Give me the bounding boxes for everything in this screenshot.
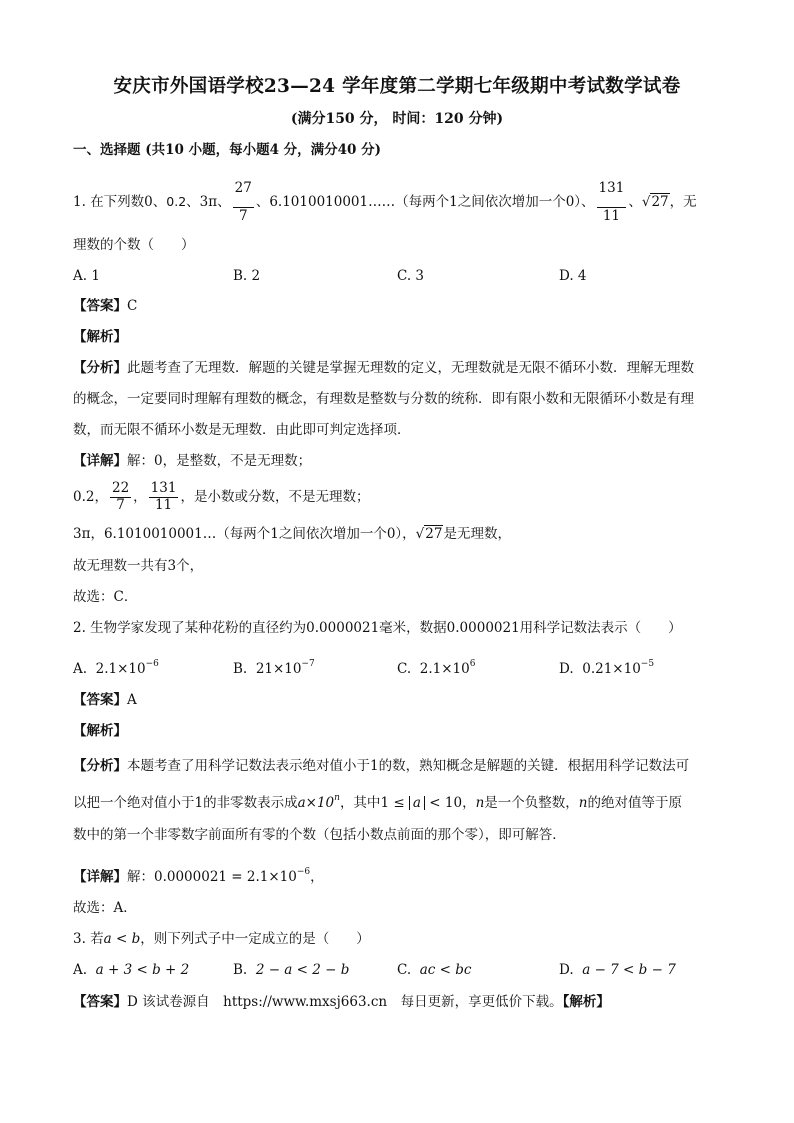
- q1-detail-l4: 故无理数一共有3个，: [73, 558, 204, 574]
- q1-fenxi-text1: 此题考查了无理数．解题的关键是掌握无理数的定义，无理数就是无限不循环小数．理解无理数: [127, 360, 694, 376]
- q1-number: 1.: [73, 194, 86, 211]
- q1-option-c[interactable]: C. 3: [397, 268, 425, 284]
- q1-fenxi-l1: [73, 358, 694, 378]
- q1-frac2-den: 11: [602, 207, 621, 224]
- q1-fraction-27-7: [233, 181, 254, 224]
- q3-opt-a-label: A.: [73, 962, 88, 978]
- q1-option-d[interactable]: D. 4: [559, 268, 587, 284]
- q1-fenxi-l2: 的概念，一定要同时理解有理数的概念，有理数是整数与分数的统称．即有限小数和无限循环小数是有理: [73, 391, 694, 407]
- q1-stem-end: ，无: [669, 194, 697, 211]
- q1-option-a[interactable]: A. 1: [73, 268, 100, 284]
- q2-detail-end: ，: [310, 869, 324, 885]
- q1-detail-end2: ，是小数或分数，不是无理数；: [180, 489, 370, 505]
- q1-sep-c: 、: [255, 194, 270, 211]
- fenxi-label: 【分析】: [73, 360, 127, 376]
- q2-answer: [73, 690, 137, 710]
- q3-stem-a: 3. 若: [73, 931, 104, 947]
- q2-fenxi-l2-e: 的绝对值等于原: [587, 795, 682, 811]
- answer-label: 【答案】: [73, 994, 127, 1010]
- fenxi-label: 【分析】: [73, 758, 127, 774]
- q2-choose-value: A．: [113, 900, 137, 916]
- q1-d-frac2-den: 11: [154, 497, 173, 513]
- q2-opt-d-label: D.: [559, 661, 574, 677]
- detail-label: 【详解】: [73, 869, 127, 885]
- q2-fenxi-l2-d: 是一个负整数，: [484, 795, 579, 811]
- q1-answer-value: C: [127, 298, 138, 314]
- q3-stem-b: ，则下列式子中一定成立的是（ ）: [140, 931, 370, 947]
- q3-option-b[interactable]: [233, 960, 349, 980]
- q1-answer: [73, 296, 137, 316]
- q1-detail-l1: [73, 451, 311, 471]
- q2-fenxi-l2-c: ，: [462, 795, 476, 811]
- q1-stem-start: 在下列数0、: [90, 194, 167, 211]
- q1-num-0.2: 0.2: [166, 194, 187, 210]
- q3-answer-value: D: [127, 994, 138, 1010]
- detail-label: 【详解】: [73, 453, 127, 469]
- q1-detail-comma: ，: [133, 489, 147, 505]
- q2-stem: 2. 生物学家发现了某种花粉的直径约为0.0000021毫米，数据0.0000021用科学记数法表示（ ）: [73, 620, 682, 636]
- q2-ineq-right: < 10: [424, 795, 463, 811]
- q1-frac1-num: 27: [233, 181, 254, 208]
- q2-opt-a-base: 2.1×10: [95, 661, 146, 677]
- q2-opt-a-exp: −6: [145, 659, 159, 669]
- exam-title: 安庆市外国语学校23—24 学年度第二学期七年级期中考试数学试卷: [113, 76, 681, 97]
- q2-analysis-label: 【解析】: [73, 723, 127, 739]
- q2-form-exp: n: [334, 793, 340, 803]
- q1-detail-sqrt: √27: [415, 526, 443, 542]
- q3-option-a[interactable]: [73, 960, 189, 980]
- q2-opt-b-label: B.: [233, 661, 248, 677]
- q1-detail-radicand: 27: [425, 526, 443, 542]
- q2-n2: n: [578, 795, 588, 811]
- q2-abs-a: a: [409, 796, 425, 810]
- section-heading: 一、选择题 (共10 小题，每小题4 分，满分40 分): [73, 142, 382, 158]
- q3-analysis-label: 【解析】: [562, 994, 610, 1010]
- choose-label: 故选：: [73, 589, 114, 605]
- q1-analysis-label: 【解析】: [73, 329, 127, 345]
- q2-opt-d-base: 0.21×10: [582, 661, 641, 677]
- q1-sep: 、: [186, 194, 200, 211]
- q1-choose-value: C．: [113, 589, 138, 605]
- q1-d-frac1-den: 7: [116, 497, 125, 513]
- answer-label: 【答案】: [73, 692, 127, 708]
- q3-opt-b-label: B.: [233, 962, 248, 978]
- q2-opt-c-base: 2.1×10: [419, 661, 470, 677]
- q1-detail-l3: [73, 524, 511, 544]
- q2-detail-text: 解：0.0000021 = 2.1×10: [127, 869, 297, 885]
- q2-fenxi-l1: [73, 756, 689, 776]
- q2-fenxi-l2: [73, 788, 682, 813]
- q3-option-d[interactable]: [559, 960, 676, 980]
- q3-opt-d-expr: a − 7 < b − 7: [582, 962, 676, 978]
- q1-decimal: 6.1010010001……: [269, 194, 396, 211]
- q1-choose: [73, 587, 137, 607]
- q2-opt-c-exp: 6: [469, 659, 476, 669]
- q1-detail-frac-131-11: [149, 481, 179, 513]
- q3-opt-c-label: C.: [397, 962, 412, 978]
- source-footer: 该试卷源自 https://www.mxsj663.cn 每日更新，享更低价下载。: [142, 994, 563, 1010]
- q2-detail-exp: −6: [296, 867, 311, 877]
- q1-option-b[interactable]: B. 2: [233, 268, 261, 284]
- q1-frac2-num: 131: [597, 181, 627, 208]
- q1-d-frac1-num: 22: [111, 480, 130, 497]
- exam-subtitle: (满分150 分， 时间：120 分钟): [290, 111, 504, 127]
- q1-stem-line2: 理数的个数（ ）: [73, 237, 195, 253]
- q2-option-b[interactable]: [233, 654, 315, 679]
- q2-detail: [73, 862, 324, 887]
- q2-fenxi-text1: 本题考查了用科学记数法表示绝对值小于1的数，熟知概念是解题的关键．根据用科学记数法可: [127, 758, 690, 774]
- q3-answer-footer: [73, 992, 610, 1012]
- q2-choose: [73, 898, 137, 918]
- q3-opt-d-label: D.: [559, 962, 574, 978]
- choose-label: 故选：: [73, 900, 114, 916]
- q1-detail-0.2: 0.2，: [73, 489, 108, 505]
- q1-d-frac2-num: 131: [150, 480, 177, 497]
- q1-stem: [73, 181, 697, 224]
- q1-sqrt-radicand: 27: [651, 194, 669, 211]
- q1-fraction-131-11: [597, 181, 627, 224]
- q1-sep-b: 、: [217, 194, 231, 211]
- q1-sep-d: 、: [628, 194, 642, 211]
- q2-answer-value: A: [127, 692, 137, 708]
- q3-option-c[interactable]: [397, 960, 471, 980]
- q2-option-a[interactable]: [73, 654, 159, 679]
- q2-opt-c-label: C.: [397, 661, 412, 677]
- q1-detail-text3: 3π，6.1010010001…（每两个1之间依次增加一个0），: [73, 526, 416, 542]
- q2-fenxi-l2-a: 以把一个绝对值小于1的非零数表示成: [73, 795, 298, 811]
- q1-detail-end3: 是无理数，: [443, 526, 511, 542]
- q2-form-base: a×10: [297, 795, 335, 811]
- q2-fenxi-l3: 数中的第一个非零数字前面所有零的个数（包括小数点前面的那个零），即可解答．: [73, 827, 566, 843]
- q1-detail-text1: 解：0，是整数，不是无理数；: [127, 453, 312, 469]
- q1-fenxi-l3: 数，而无限不循环小数是无理数．由此即可判定选择项．: [73, 422, 411, 438]
- q2-n: n: [475, 795, 485, 811]
- q1-frac1-den: 7: [238, 207, 248, 224]
- answer-label: 【答案】: [73, 298, 127, 314]
- q3-stem-expr: a < b: [103, 931, 141, 947]
- q2-option-c[interactable]: [397, 654, 475, 679]
- q3-opt-a-expr: a + 3 < b + 2: [95, 962, 190, 978]
- q2-opt-b-exp: −7: [301, 659, 315, 669]
- q2-fenxi-l2-b: ，其中: [339, 795, 381, 811]
- q3-opt-b-expr: 2 − a < 2 − b: [255, 962, 350, 978]
- q2-ineq-left: 1 ≤: [380, 795, 409, 811]
- q1-sqrt-27: √27: [641, 194, 669, 211]
- q2-option-d[interactable]: [559, 654, 654, 679]
- q2-opt-a-label: A.: [73, 661, 88, 677]
- q2-opt-d-exp: −5: [640, 659, 655, 669]
- q3-opt-c-expr: ac < bc: [419, 962, 472, 978]
- q1-detail-frac-22-7: [110, 481, 131, 513]
- q2-opt-b-base: 21×10: [255, 661, 302, 677]
- q3-stem: [73, 929, 370, 949]
- q1-3pi: 3π: [199, 194, 218, 211]
- q1-detail-l2: [73, 476, 369, 518]
- q1-paren: （每两个1之间依次增加一个0）、: [395, 194, 595, 211]
